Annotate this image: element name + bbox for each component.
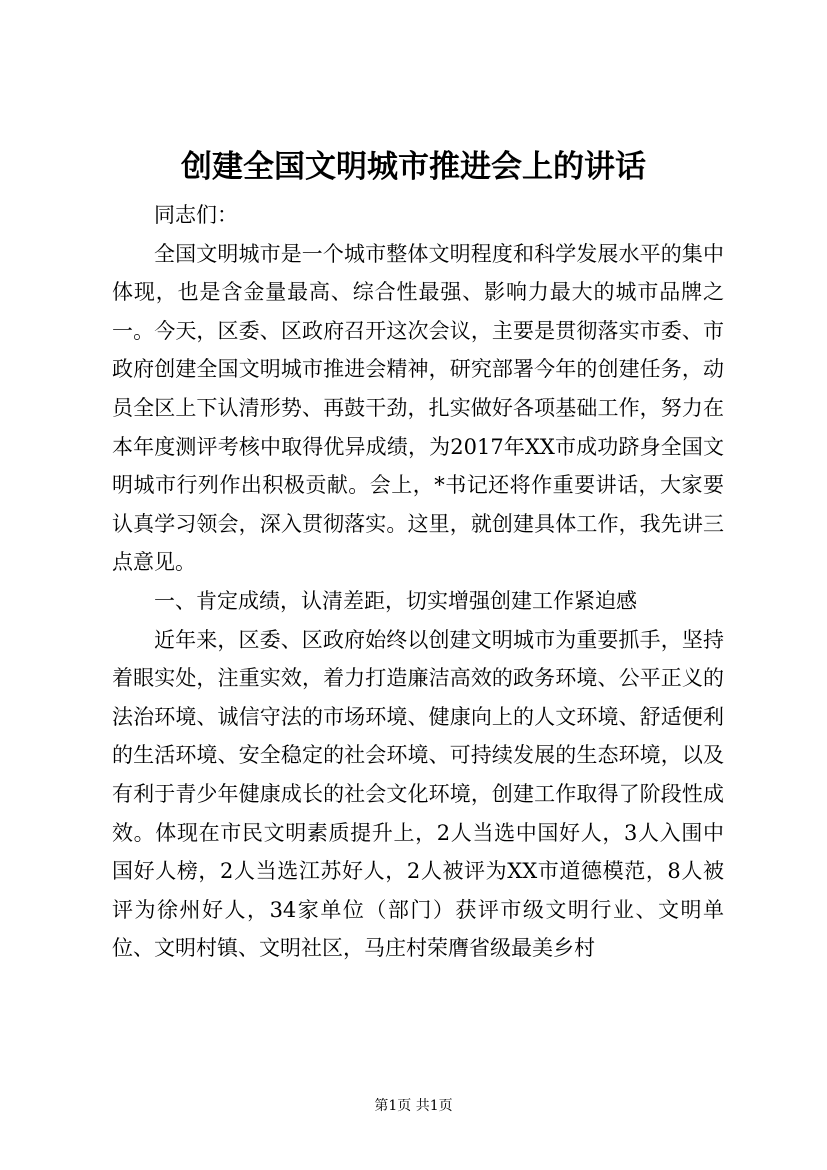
paragraph-intro: 全国文明城市是一个城市整体文明程度和科学发展水平的集中体现，也是含金量最高、综合性最强、影响力最大的城市品牌之一。今天，区委、区政府召开这次会议，主要是贯彻落实市委、市政府创建全国文明城市推进会精神，研究部署今年的创建任务，动员全区上下认清形势、再鼓干劲，扎实做好各项基础工作，努力在本年度测评考核中取得优异成绩，为2017年XX市成功跻身全国文明城市行列作出积极贡献。会上，*书记还将作重要讲话，大家要认真学习领会，深入贯彻落实。这里，就创建具体工作，我先讲三点意见。	[112, 241, 724, 575]
document-title: 创建全国文明城市推进会上的讲话	[181, 149, 646, 185]
paragraph-achievements: 近年来，区委、区政府始终以创建文明城市为重要抓手，坚持着眼实处，注重实效，着力打造廉洁高效的政务环境、公平正义的法治环境、诚信守法的市场环境、健康向上的人文环境、舒适便利的生活环境、安全稳定的社会环境、可持续发展的生态环境，以及有利于青少年健康成长的社会文化环境，创建工作取得了阶段性成效。体现在市民文明素质提升上，2人当选中国好人，3人入围中国好人榜，2人当选江苏好人，2人被评为XX市道德模范，8人被评为徐州好人，34家单位（部门）获评市级文明行业、文明单位、文明村镇、文明社区，马庄村荣膺省级最美乡村	[112, 627, 724, 961]
salutation: 同志们：	[154, 203, 238, 227]
section-heading-1: 一、肯定成绩，认清差距，切实增强创建工作紧迫感	[154, 588, 637, 613]
page-footer: 第1页 共1页	[374, 1098, 453, 1114]
document-body	[112, 196, 724, 968]
